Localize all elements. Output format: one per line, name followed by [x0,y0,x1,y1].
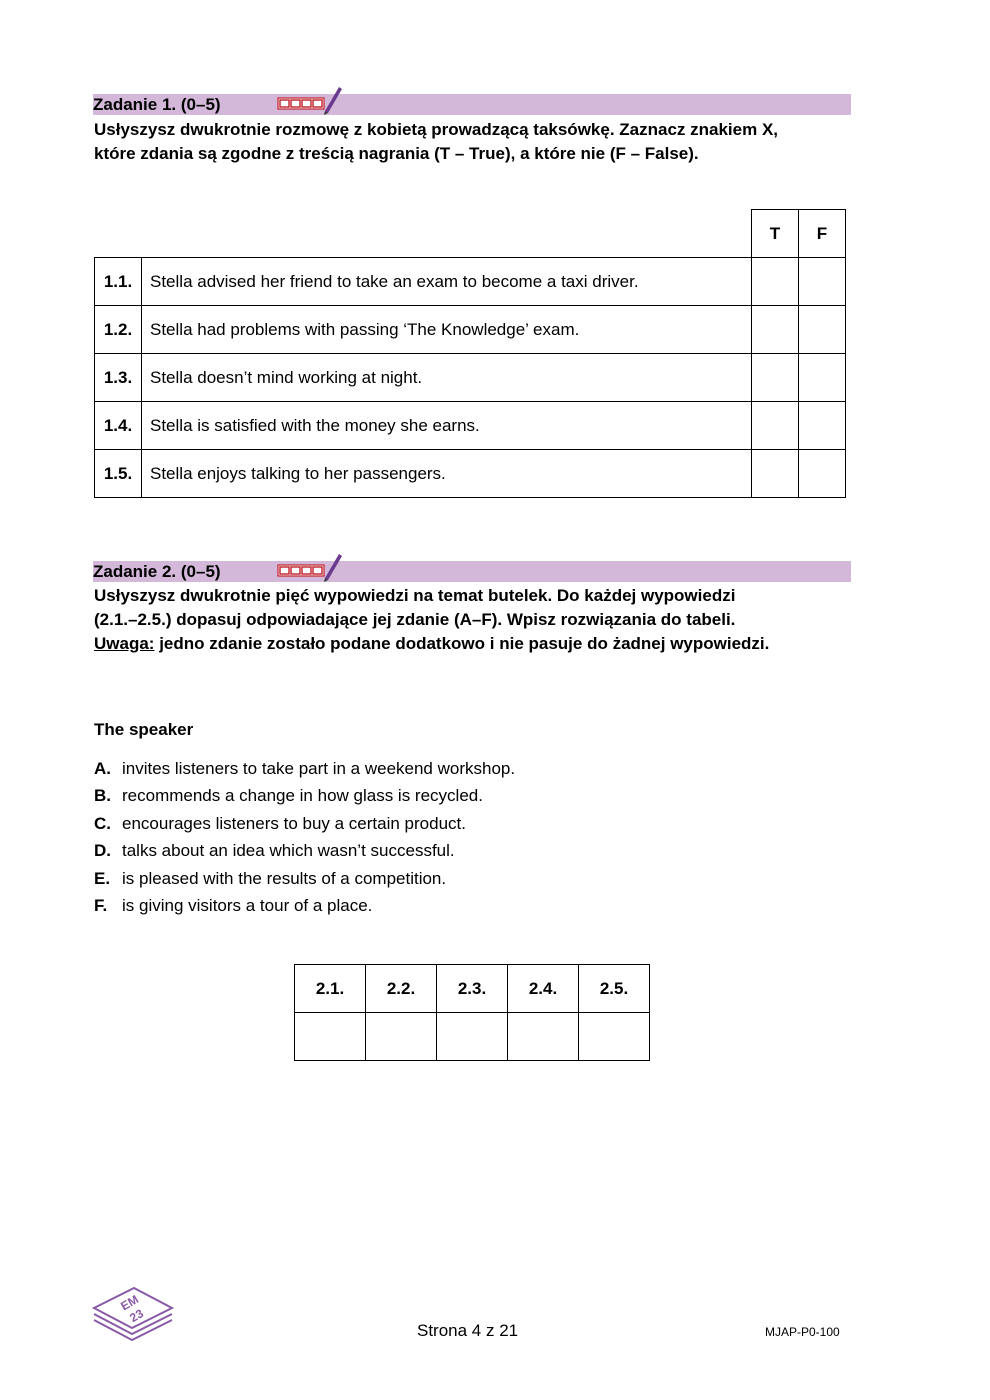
exam-logo-icon [90,1282,176,1342]
answer-cell[interactable] [295,1013,366,1061]
true-checkbox[interactable] [752,258,799,306]
option-letter: A. [94,759,111,778]
task2-title-text: Zadanie 2. [93,562,177,581]
answer-table [294,964,650,1061]
statement-text: Stella is satisfied with the money she earns. [142,402,752,450]
task2-header [93,561,851,582]
svg-text:EM: EM [118,1292,141,1314]
answer-boxes-pencil-icon [277,84,343,116]
option-text: invites listeners to take part in a weekend workshop. [122,759,516,778]
false-checkbox[interactable] [799,306,846,354]
speaker-label: The speaker [94,720,194,739]
task2-instruction-line2: (2.1.–2.5.) dopasuj odpowiadające jej zdanie (A–F). Wpisz rozwiązania do tabeli. [94,610,736,629]
answer-header: 2.2. [366,965,437,1013]
table-row [95,402,846,450]
list-item [94,839,515,866]
option-letter: D. [94,841,111,861]
column-true-header: T [752,210,799,258]
true-checkbox[interactable] [752,402,799,450]
table-row [95,354,846,402]
true-checkbox[interactable] [752,450,799,498]
table-row [95,306,846,354]
task2-note [94,632,769,656]
answer-header: 2.5. [579,965,650,1013]
column-false-header: F [799,210,846,258]
tf-header-row [95,210,846,258]
answer-header-row [295,965,650,1013]
option-list [94,757,515,921]
option-text: talks about an idea which wasn’t successful. [122,841,455,861]
option-text: encourages listeners to buy a certain product. [122,813,466,833]
option-letter: B. [94,786,111,806]
answer-header: 2.1. [295,965,366,1013]
task2-points: (0–5) [180,562,221,581]
false-checkbox[interactable] [799,258,846,306]
answer-cell[interactable] [437,1013,508,1061]
task1-instruction-line2: które zdania są zgodne z treścią nagrania (T – True), a które nie (F – False). [94,144,699,163]
statement-number: 1.1. [95,258,142,306]
task1-points: (0–5) [180,95,221,114]
option-letter: F. [94,895,108,915]
option-text: recommends a change in how glass is recycled. [122,786,483,806]
false-checkbox[interactable] [799,450,846,498]
page-number: Strona 4 z 21 [417,1321,519,1340]
task1-header [93,94,851,115]
answer-cell[interactable] [579,1013,650,1061]
true-checkbox[interactable] [752,306,799,354]
task1-instruction [94,118,778,166]
statement-text: Stella advised her friend to take an exam to become a taxi driver. [142,258,752,306]
task2-instruction-line1: Usłyszysz dwukrotnie pięć wypowiedzi na temat butelek. Do każdej wypowiedzi [94,586,736,605]
document-code: MJAP-P0-100 [765,1325,840,1339]
list-item [94,757,515,784]
note-label: Uwaga: [94,634,155,653]
task2-instruction [94,584,769,656]
task2-title [93,561,221,582]
false-checkbox[interactable] [799,354,846,402]
option-text: is pleased with the results of a competition. [122,868,447,888]
list-item [94,894,515,921]
statement-number: 1.3. [95,354,142,402]
statement-text: Stella enjoys talking to her passengers. [142,450,752,498]
option-text: is giving visitors a tour of a place. [122,895,373,915]
task1-title-text: Zadanie 1. [93,95,177,114]
answer-cell[interactable] [508,1013,579,1061]
task1-instruction-line1: Usłyszysz dwukrotnie rozmowę z kobietą prowadzącą taksówkę. Zaznacz znakiem X, [94,120,779,139]
true-false-table [94,209,846,498]
list-item [94,784,515,811]
task1-title [93,94,221,115]
answer-input-row [295,1013,650,1061]
note-text: jedno zdanie zostało podane dodatkowo i nie pasuje do żadnej wypowiedzi. [154,634,770,653]
statement-number: 1.4. [95,402,142,450]
answer-header: 2.3. [437,965,508,1013]
statement-text: Stella doesn’t mind working at night. [142,354,752,402]
table-row [95,450,846,498]
answer-header: 2.4. [508,965,579,1013]
statement-number: 1.5. [95,450,142,498]
answer-boxes-pencil-icon [277,551,343,583]
statement-number: 1.2. [95,306,142,354]
false-checkbox[interactable] [799,402,846,450]
svg-text:23: 23 [127,1306,146,1326]
true-checkbox[interactable] [752,354,799,402]
option-letter: C. [94,813,111,833]
answer-cell[interactable] [366,1013,437,1061]
list-item [94,867,515,894]
option-letter: E. [94,868,111,888]
statement-text: Stella had problems with passing ‘The Knowledge’ exam. [142,306,752,354]
table-row [95,258,846,306]
list-item [94,812,515,839]
